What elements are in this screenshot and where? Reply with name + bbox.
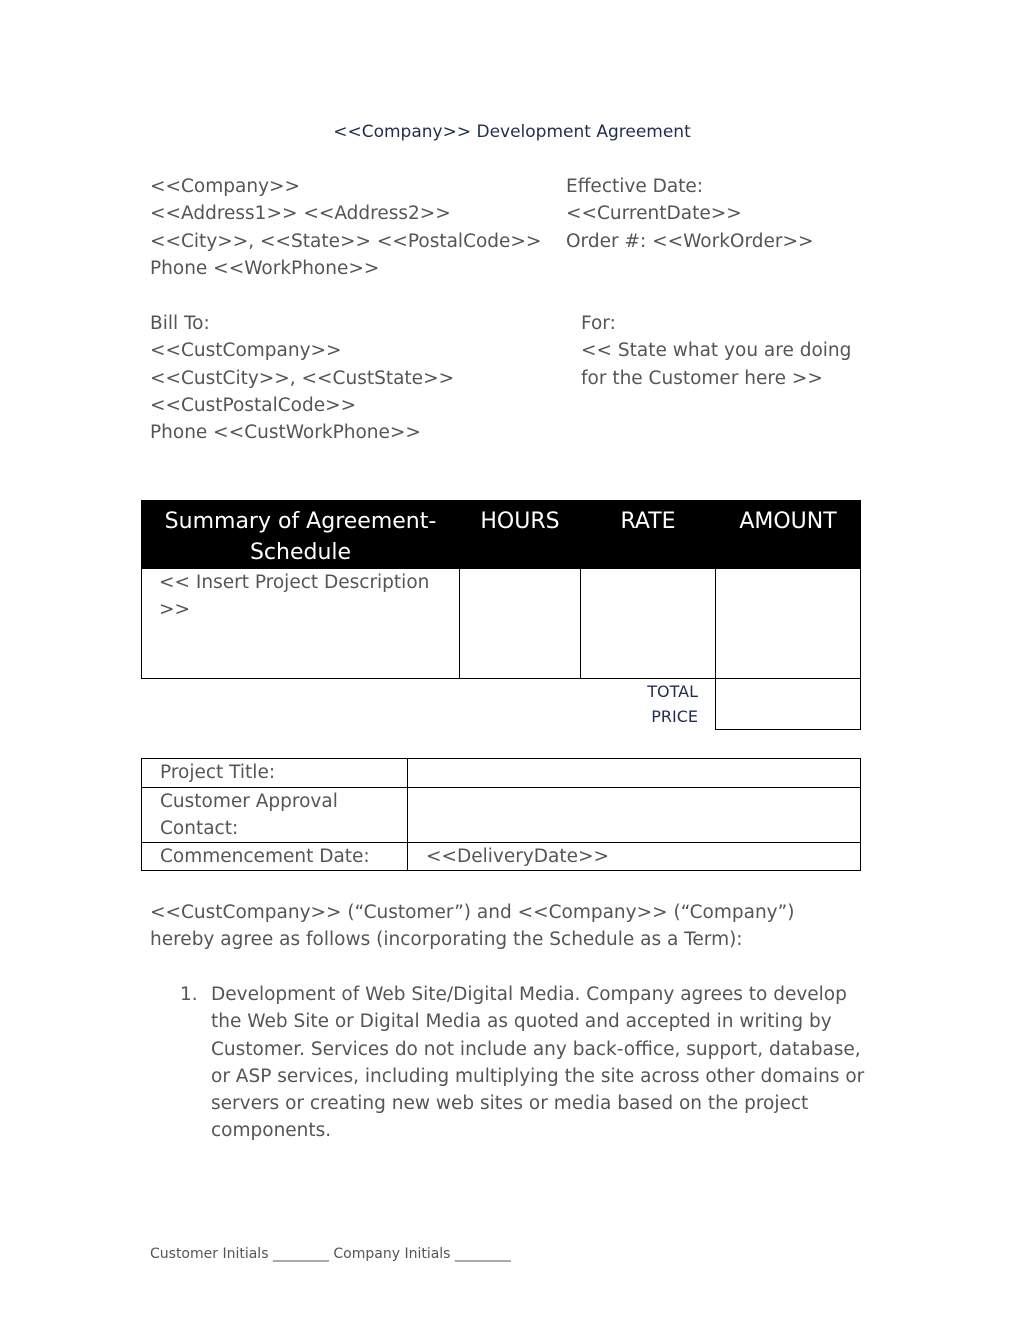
summary-header-amount: AMOUNT — [716, 501, 861, 569]
project-title-label: Project Title: — [142, 759, 408, 788]
total-price-label: TOTAL PRICE — [647, 682, 698, 726]
current-date: <<CurrentDate>> — [566, 203, 742, 225]
for-line-1: << State what you are doing — [581, 340, 852, 362]
effective-date-label: Effective Date: — [566, 176, 704, 197]
for-line-2: for the Customer here >> — [581, 367, 823, 389]
company-phone: Phone <<WorkPhone>> — [150, 257, 380, 279]
total-price-box[interactable] — [715, 678, 861, 730]
amount-cell[interactable] — [716, 569, 861, 679]
rate-cell[interactable] — [581, 569, 716, 679]
clause-text: Development of Web Site/Digital Media. Company agrees to develop the Web Site or Digital Media as quoted and accepted in writing by Customer. Services do not include any back-office, support, database, or ASP services, including multiplying the site across other domains or servers or creating new web sites or media based on the project components. — [211, 984, 865, 1142]
summary-row — [142, 569, 861, 679]
effective-date-block — [566, 173, 814, 255]
bill-to-block — [150, 310, 454, 446]
document-title: <<Company>> Development Agreement — [333, 122, 691, 142]
summary-header-rate: RATE — [581, 501, 716, 569]
for-block — [581, 310, 851, 392]
bill-to-phone: Phone <<CustWorkPhone>> — [150, 422, 421, 444]
company-name: <<Company>> — [150, 176, 301, 197]
commencement-date-row — [142, 843, 861, 871]
company-city-line: <<City>>, <<State>> <<PostalCode>> — [150, 230, 542, 252]
company-address-block — [150, 173, 541, 282]
commencement-date-label: Commencement Date: — [142, 843, 408, 871]
for-label: For: — [581, 313, 616, 334]
summary-table — [141, 500, 861, 679]
hours-cell[interactable] — [460, 569, 581, 679]
bill-to-city-line: <<CustCity>>, <<CustState>> — [150, 367, 455, 389]
initials-footer: Customer Initials ________ Company Initials ________ — [150, 1246, 511, 1262]
customer-approval-contact-value[interactable] — [408, 788, 861, 843]
clause-number: 1. — [180, 984, 198, 1005]
customer-approval-contact-row — [142, 788, 861, 843]
project-details-table — [141, 758, 861, 871]
project-description-cell[interactable]: << Insert Project Description >> — [142, 569, 460, 679]
bill-to-company: <<CustCompany>> — [150, 340, 342, 362]
company-address: <<Address1>> <<Address2>> — [150, 203, 451, 225]
bill-to-postal: <<CustPostalCode>> — [150, 394, 357, 416]
project-title-value[interactable] — [408, 759, 861, 788]
intro-paragraph: <<CustCompany>> (“Customer”) and <<Company>> (“Company”) hereby agree as follows (incorporating the Schedule as a Term): — [150, 902, 795, 951]
summary-header-row — [142, 501, 861, 569]
customer-approval-contact-label: Customer Approval Contact: — [142, 788, 408, 843]
bill-to-label: Bill To: — [150, 313, 210, 334]
work-order: Order #: <<WorkOrder>> — [566, 230, 814, 252]
summary-header-hours: HOURS — [460, 501, 581, 569]
commencement-date-value[interactable]: <<DeliveryDate>> — [408, 843, 861, 871]
summary-header-description: Summary of Agreement-Schedule — [142, 501, 460, 569]
project-title-row — [142, 759, 861, 788]
